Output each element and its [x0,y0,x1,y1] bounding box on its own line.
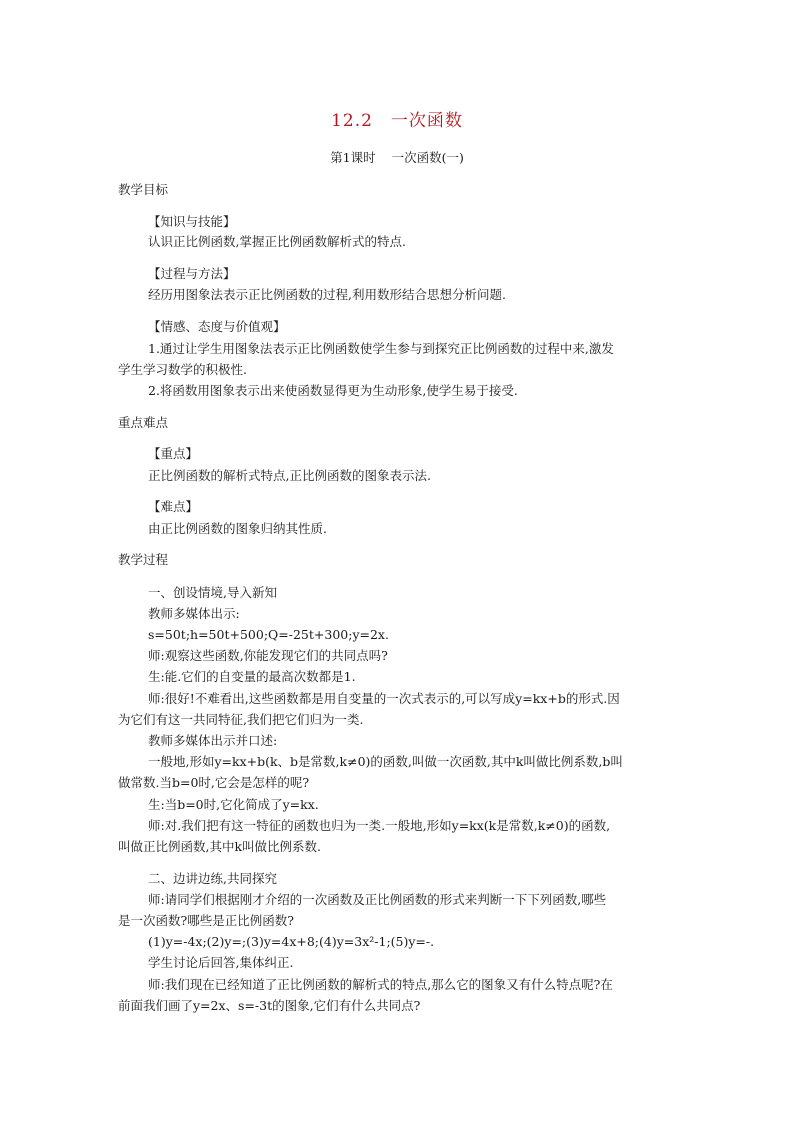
exercise-list: (1)y=-4x;(2)y=;(3)y=4x+8;(4)y=3x²-1;(5)y=-. [148,934,435,949]
emotion-item-2: 2.将函数用图象表示出来使函数显得更为生动形象,使学生易于接受. [148,383,518,398]
emotion-label: 【情感、态度与价值观】 [148,319,286,334]
process-line: 前面我们画了y=2x、s=-3t的图象,它们有什么共同点? [118,998,421,1013]
process-line: 师:对.我们把有这一特征的函数也归为一类.一般地,形如y=kx(k是常数,k≠0)的函数, [148,818,611,833]
process-line: 师:我们现在已经知道了正比例函数的解析式的特点,那么它的图象又有什么特点呢?在 [148,977,613,992]
key-label: 【重点】 [148,446,199,461]
emotion-item-1b: 学生学习数学的积极性. [118,362,247,377]
process-line: 师:观察这些函数,你能发现它们的共同点吗? [148,648,388,663]
process-line: 为它们有这一共同特征,我们把它们归为一类. [118,712,364,727]
chapter-title: 一次函数 [390,111,463,131]
key-text: 正比例函数的解析式特点,正比例函数的图象表示法. [148,468,431,483]
formula-line: s=50t;h=50t+500;Q=-25t+300;y=2x. [148,627,389,642]
lesson-number: 第1课时 [330,150,376,165]
process-line: 学生讨论后回答,集体纠正. [148,955,294,970]
process-line: 师:请同学们根据刚才介绍的一次函数及正比例函数的形式来判断一下下列函数,哪些 [148,892,607,907]
process-line: 师:很好!不难看出,这些函数都是用自变量的一次式表示的,可以写成y=kx+b的形式.因 [148,691,620,706]
emotion-item-1a: 1.通过让学生用图象法表示正比例函数使学生参与到探究正比例函数的过程中来,激发 [148,341,614,356]
section-heading-keypoints: 重点难点 [118,415,169,430]
lesson-title: 一次函数(一) [391,150,464,165]
knowledge-text: 认识正比例函数,掌握正比例函数解析式的特点. [148,234,406,249]
process-line: 教师多媒体出示并口述: [148,733,278,748]
section-heading-process: 教学过程 [118,552,169,567]
process-text: 经历用图象法表示正比例函数的过程,利用数形结合思想分析问题. [148,287,506,302]
process-line: 是一次函数?哪些是正比例函数? [118,913,294,928]
process-line: 一般地,形如y=kx+b(k、b是常数,k≠0)的函数,叫做一次函数,其中k叫做比例系数,b叫 [148,754,623,769]
part1-title: 一、创设情境,导入新知 [148,585,277,600]
lesson-subtitle [0,148,794,166]
page-title [0,106,794,131]
part2-title: 二、边讲边练,共同探究 [148,871,277,886]
section-heading-goals: 教学目标 [118,182,169,197]
process-label: 【过程与方法】 [148,266,236,281]
difficulty-text: 由正比例函数的图象归纳其性质. [148,521,327,536]
process-line: 生:当b=0时,它化简成了y=kx. [148,797,319,812]
process-line: 叫做正比例函数,其中k叫做比例系数. [118,839,322,854]
knowledge-label: 【知识与技能】 [148,214,236,229]
process-line: 教师多媒体出示: [148,606,240,621]
process-line: 生:能.它们的自变量的最高次数都是1. [148,669,356,684]
section-number: 12.2 [331,111,373,131]
difficulty-label: 【难点】 [148,499,199,514]
process-line: 做常数.当b=0时,它会是怎样的呢? [118,775,310,790]
